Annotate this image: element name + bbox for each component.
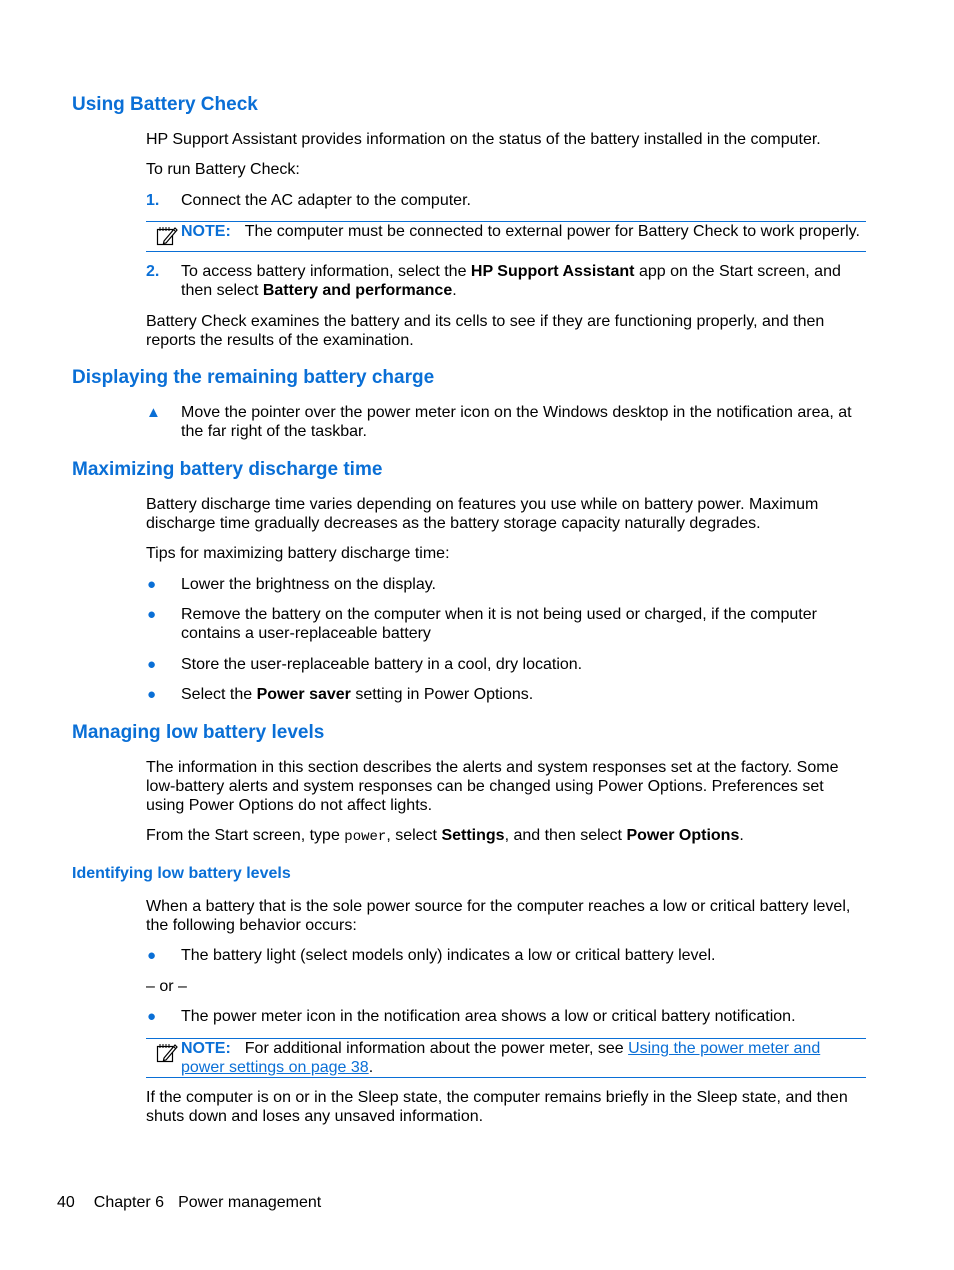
footer-title: Power management xyxy=(178,1194,322,1211)
low-battery-intro: The information in this section describes the alerts and system responses set at the factory. Some low-battery alerts and system responses can be changed using Power Options. Preferences set using Power Options do not affect lights. xyxy=(146,759,839,814)
discharge-tips-label: Tips for maximizing battery discharge time: xyxy=(146,545,450,562)
identifying-outro: If the computer is on or in the Sleep state, the computer remains briefly in the Sleep state, and then shuts down and loses any unsaved information. xyxy=(146,1089,848,1125)
battery-check-intro: HP Support Assistant provides information on the status of the battery installed in the computer. xyxy=(146,131,821,148)
subsection-title-identifying: Identifying low battery levels xyxy=(72,865,291,882)
battery-check-outro: Battery Check examines the battery and its cells to see if they are functioning properly, and then reports the results of the examination. xyxy=(146,313,825,349)
tip-2: Remove the battery on the computer when it is not being used or charged, if the computer contains a user-replaceable battery xyxy=(181,606,817,642)
section-title-battery-check: Using Battery Check xyxy=(72,94,258,115)
bullet-icon: ● xyxy=(147,576,157,593)
step-2-text: To access battery information, select the HP Support Assistant app on the Start screen, and then select Battery and performance. xyxy=(181,263,841,299)
low-battery-instructions: From the Start screen, type power, select Settings, and then select Power Options. xyxy=(146,827,744,845)
note-label: NOTE: xyxy=(181,1040,231,1057)
battery-check-run: To run Battery Check: xyxy=(146,161,300,178)
identifying-intro: When a battery that is the sole power source for the computer reaches a low or critical battery level, the following behavior occurs: xyxy=(146,898,851,934)
discharge-intro: Battery discharge time varies depending on features you use while on battery power. Maximum discharge time gradually decreases as the battery storage capacity naturally degrades. xyxy=(146,496,819,532)
triangle-marker: ▲ xyxy=(146,404,161,421)
bullet-icon: ● xyxy=(147,656,157,673)
bullet-icon: ● xyxy=(147,1008,157,1025)
remaining-charge-item: Move the pointer over the power meter icon on the Windows desktop in the notification area, at the far right of the taskbar. xyxy=(181,404,852,440)
step-1-number: 1. xyxy=(146,192,160,209)
page-number: 40 xyxy=(57,1194,75,1211)
identifying-item-1: The battery light (select models only) indicates a low or critical battery level. xyxy=(181,947,716,964)
identifying-item-2: The power meter icon in the notification area shows a low or critical battery notification. xyxy=(181,1008,796,1025)
tip-3: Store the user-replaceable battery in a cool, dry location. xyxy=(181,656,583,673)
bullet-icon: ● xyxy=(147,606,157,623)
note-box-2: NOTE: For additional information about the power meter, see Using the power meter and power settings on page 38. xyxy=(146,1038,866,1078)
page-footer xyxy=(57,1193,321,1212)
or-separator: – or – xyxy=(146,978,187,995)
power-meter-link[interactable]: Using the power meter and power settings on page 38 xyxy=(181,1040,821,1076)
section-title-remaining-charge: Displaying the remaining battery charge xyxy=(72,367,435,388)
tip-1: Lower the brightness on the display. xyxy=(181,576,436,593)
footer-chapter: Chapter 6 xyxy=(93,1194,165,1211)
note-box-1 xyxy=(146,221,866,252)
step-1-text: Connect the AC adapter to the computer. xyxy=(181,192,471,209)
note-text: The computer must be connected to external power for Battery Check to work properly. xyxy=(244,223,860,240)
section-title-discharge-time: Maximizing battery discharge time xyxy=(72,459,383,480)
bullet-icon: ● xyxy=(147,947,157,964)
note-label: NOTE: xyxy=(181,223,231,240)
step-2-number: 2. xyxy=(146,263,160,280)
section-title-low-battery: Managing low battery levels xyxy=(72,722,325,743)
note-pencil-icon xyxy=(156,1041,178,1063)
bullet-icon: ● xyxy=(147,686,157,703)
note-text: For additional information about the power meter, see xyxy=(244,1040,629,1057)
note-pencil-icon xyxy=(156,224,178,246)
tip-4: Select the Power saver setting in Power Options. xyxy=(181,686,534,703)
